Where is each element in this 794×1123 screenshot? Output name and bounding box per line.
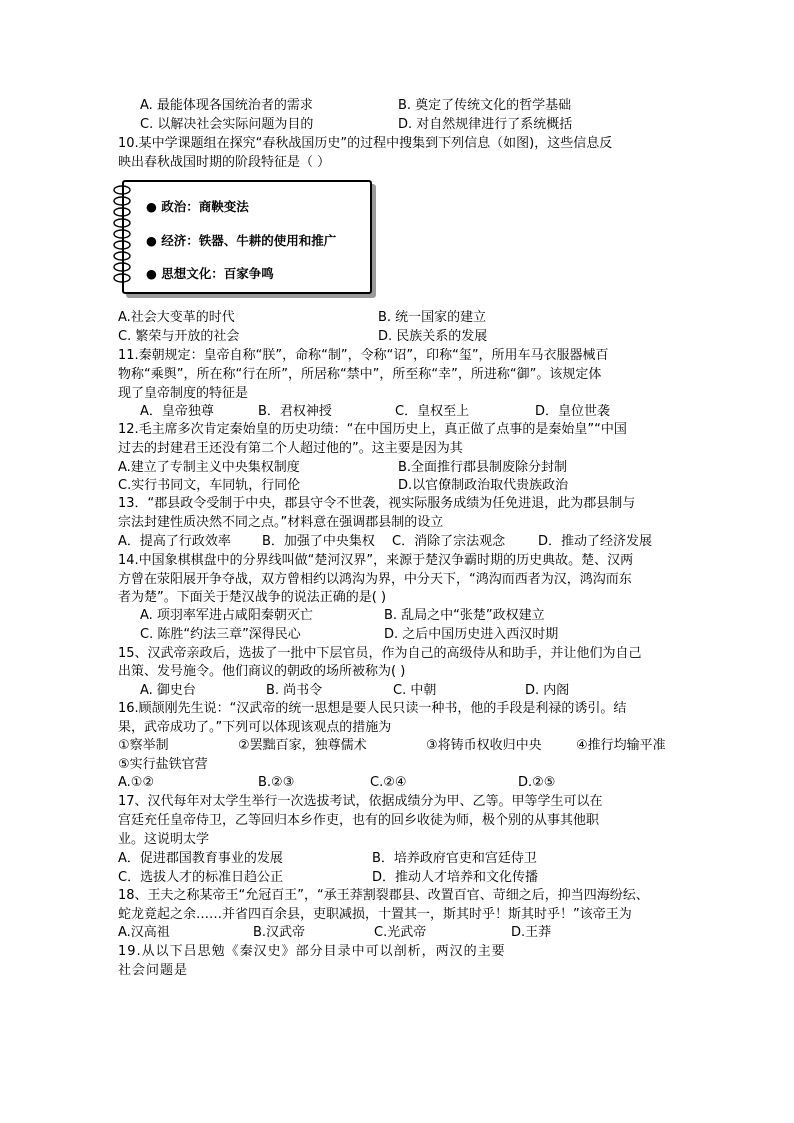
q17-stem-line1: 17、汉代每年对太学生举行一次选拔考试，依据成绩分为甲、乙等。甲等学生可以在 — [118, 794, 603, 809]
q16-item-4: ④推行均输平准 — [576, 738, 666, 753]
q14-option-d: D. 之后中国历史进入西汉时期 — [384, 627, 559, 642]
q9-option-b: B. 奠定了传统文化的哲学基础 — [398, 98, 572, 113]
q11-option-a: A．皇帝独尊 — [140, 404, 214, 419]
q14-stem-line2: 方曾在荥阳展开争夺战，双方曾相约以鸿沟为界，中分天下，“鸿沟而西者为汉，鸿沟而东 — [118, 572, 632, 587]
q12-option-a: A.建立了专制主义中央集权制度 — [118, 460, 300, 475]
q12-option-c: C.实行书同文，车同轨，行同伦 — [118, 478, 301, 493]
q9-option-a: A. 最能体现各国统治者的需求 — [140, 98, 313, 113]
q11-stem-line2: 物称“乘舆”，所在称“行在所”，所居称“禁中”，所至称“幸”，所进称“御”。该规定体 — [118, 367, 602, 382]
q15-option-b: B. 尚书令 — [266, 683, 323, 698]
q15-stem-line2: 出策、发号施令。他们商议的朝政的场所被称为( ) — [118, 664, 406, 679]
q10-notebook-figure — [108, 180, 373, 296]
q11-stem-line3: 现了皇帝制度的特征是 — [118, 386, 249, 401]
q14-stem-line1: 14.中国象棋棋盘中的分界线叫做“楚河汉界”，来源于楚汉争霸时期的历史典故。楚、汉两 — [118, 553, 634, 568]
spiral-binding-icon — [110, 184, 136, 290]
q15-option-c: C. 中朝 — [393, 683, 437, 698]
q16-option-b: B.②③ — [258, 775, 295, 790]
q17-option-b: B．培养政府官吏和宫廷侍卫 — [372, 851, 537, 866]
q13-option-b: B．加强了中央集权 — [262, 534, 375, 549]
q12-option-d: D.以官僚制政治取代贵族政治 — [398, 478, 569, 493]
q17-option-d: D．推动人才培养和文化传播 — [372, 870, 539, 885]
q18-option-b: B.汉武帝 — [253, 925, 306, 940]
figure-item-economy: ● 经济：铁器、牛耕的使用和推广 — [146, 233, 337, 248]
q10-option-c: C. 繁荣与开放的社会 — [118, 329, 240, 344]
q10-option-b: B. 统一国家的建立 — [378, 310, 487, 325]
q13-option-a: A．提高了行政效率 — [118, 534, 231, 549]
figure-item-politics: ● 政治：商鞅变法 — [146, 199, 249, 214]
q12-stem-line2: 过去的封建君王还没有第二个人超过他的”。这主要是因为其 — [118, 441, 463, 456]
q9-option-d: D. 对自然规律进行了系统概括 — [398, 117, 573, 132]
q19-stem-line2: 社会问题是 — [118, 963, 189, 978]
q16-stem-line2: 果，武帝成功了。”下列可以体现该观点的措施为 — [118, 720, 392, 735]
q16-item-3: ③将铸币权收归中央 — [426, 738, 542, 753]
q13-option-d: D．推动了经济发展 — [538, 534, 653, 549]
q13-option-c: C．消除了宗法观念 — [392, 534, 506, 549]
q18-option-d: D.王莽 — [511, 925, 552, 940]
q9-option-c: C. 以解决社会实际问题为目的 — [140, 117, 314, 132]
figure-item-culture: ● 思想文化：百家争鸣 — [146, 266, 274, 281]
q19-stem-line1: 19.从以下吕思勉《秦汉史》部分目录中可以剖析，两汉的主要 — [118, 944, 506, 959]
q16-item-1: ①察举制 — [118, 738, 169, 753]
q16-item-2: ②罢黜百家，独尊儒术 — [238, 738, 367, 753]
q14-option-b: B. 乱局之中“张楚”政权建立 — [384, 608, 545, 623]
q10-stem-line1: 10.某中学课题组在探究“春秋战国历史”的过程中搜集到下列信息（如图)，这些信息反 — [118, 136, 613, 151]
q14-stem-line3: 者为楚”。下面关于楚汉战争的说法正确的是( ) — [118, 590, 387, 605]
q11-option-b: B．君权神授 — [258, 404, 332, 419]
q12-option-b: B.全面推行郡县制废除分封制 — [398, 460, 568, 475]
q14-option-a: A. 项羽率军进占咸阳秦朝灭亡 — [140, 608, 313, 623]
q18-option-a: A.汉高祖 — [118, 925, 170, 940]
q17-stem-line3: 业。这说明太学 — [118, 832, 210, 847]
q16-stem-line1: 16.顾颉刚先生说：“汉武帝的统一思想是要人民只读一种书，他的手段是利禄的诱引。结 — [118, 701, 627, 716]
q18-stem-line2: 蛇龙竟起之余……并省四百余县，吏职减损，十置其一，斯其时乎！斯其时乎！”该帝王为 — [118, 907, 632, 922]
q14-option-c: C. 陈胜“约法三章”深得民心 — [140, 627, 301, 642]
q18-stem-line1: 18、王夫之称某帝王“允冠百王”，“承王莽割裂郡县、改置百官、苛细之后，抑当四海纷纭、 — [118, 888, 649, 903]
q11-option-d: D．皇位世袭 — [535, 404, 611, 419]
q12-stem-line1: 12.毛主席多次肯定秦始皇的历史功绩：“在中国历史上，真正做了点事的是秦始皇”“中国 — [118, 422, 627, 437]
q17-stem-line2: 宫廷充任皇帝侍卫，乙等回归本乡作吏，也有的回乡收徒为师，极个别的从事其他职 — [118, 813, 600, 828]
q18-option-c: C.光武帝 — [374, 925, 427, 940]
q16-option-a: A.①② — [118, 775, 155, 790]
q10-stem-line2: 映出春秋战国时期的阶段特征是（ ） — [118, 155, 331, 170]
q10-option-a: A.社会大变革的时代 — [118, 310, 235, 325]
q11-option-c: C．皇权至上 — [395, 404, 470, 419]
q15-stem-line1: 15、汉武帝亲政后，选拔了一批中下层官员，作为自己的高级侍从和助手，并让他们为自己 — [118, 646, 642, 661]
q11-stem-line1: 11.秦朝规定：皇帝自称“朕”，命称“制”，令称“诏”，印称“玺”，所用车马衣服器械百 — [118, 348, 609, 363]
q15-option-a: A. 御史台 — [140, 683, 196, 698]
q16-option-c: C.②④ — [370, 775, 407, 790]
q17-option-c: C．选拔人才的标准日趋公正 — [118, 870, 284, 885]
q16-item-5: ⑤实行盐铁官营 — [118, 757, 208, 772]
q17-option-a: A．促进郡国教育事业的发展 — [118, 851, 283, 866]
q13-stem-line2: 宗法封建性质决然不同之点。”材料意在强调郡县制的设立 — [118, 515, 444, 530]
q16-option-d: D.②⑤ — [518, 775, 556, 790]
q15-option-d: D. 内阁 — [525, 683, 570, 698]
q13-stem-line1: 13．“郡县政令受制于中央，郡县守令不世袭，视实际服务成绩为任免进退，此为郡县制与 — [118, 496, 636, 511]
q10-option-d: D. 民族关系的发展 — [378, 329, 488, 344]
